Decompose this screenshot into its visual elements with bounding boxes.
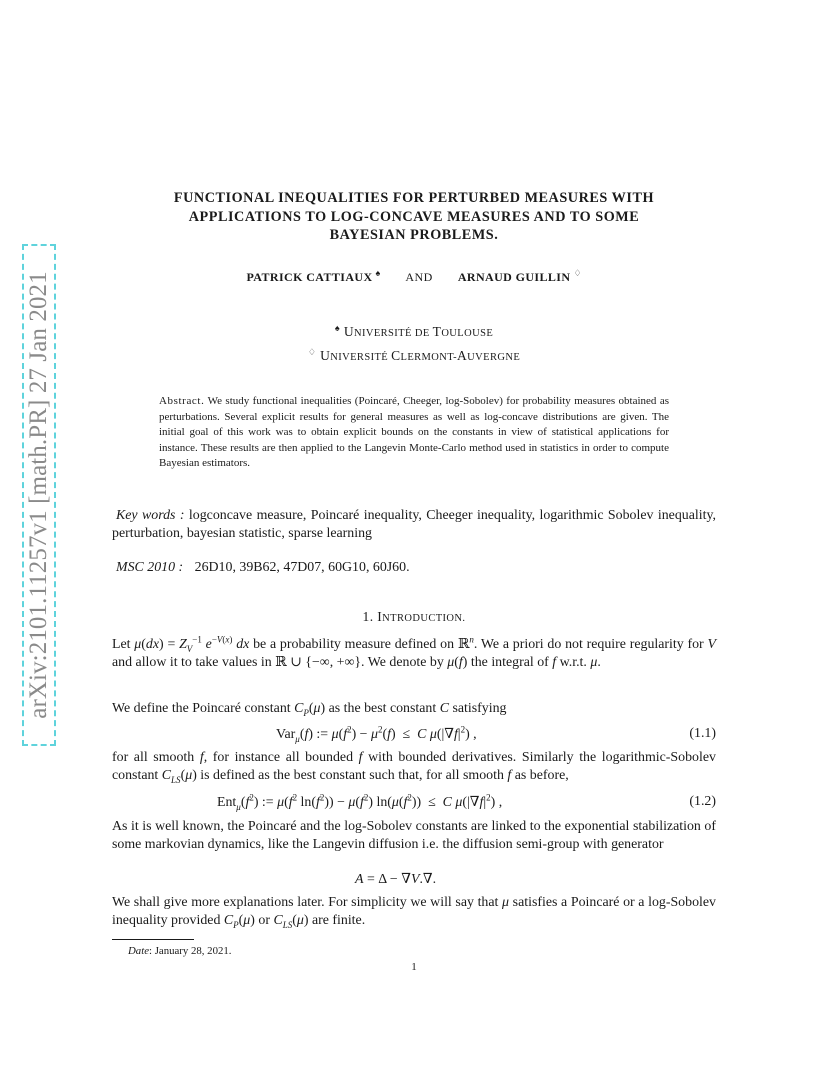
paragraph-3: for all smooth f, for instance all bounded f with bounded derivatives. Similarly the logarithmic-Sobolev constant $C_{LS}(\mu)$ is defined as the best constant such that, for all smooth f as before, (112, 750, 716, 785)
keywords (112, 507, 716, 543)
paragraph-5: We shall give more explanations later. For simplicity we will say that μ satisfies a Poincaré or a log-Sobolev inequality provided $C_P(\mu)$ or $C_{LS}(\mu)$ are finite. (112, 895, 716, 930)
author-2: ARNAUD GUILLIN (457, 270, 571, 284)
title-line-2: APPLICATIONS TO LOG-CONCAVE MEASURES AND TO SOME (188, 208, 640, 225)
footnote-rule (112, 939, 194, 940)
title-line-1: FUNCTIONAL INEQUALITIES FOR PERTURBED MEASURES WITH (173, 190, 655, 206)
page-number: 1 (411, 961, 417, 973)
msc-label: MSC 2010 : (116, 560, 184, 575)
affiliation-1: ♠ UNIVERSITÉ DE TOULOUSE (334, 323, 494, 339)
paragraph-4: As it is well known, the Poincaré and the log-Sobolev constants are linked to the exponential stabilization of some markovian dynamics, like the Langevin diffusion i.e. the diffusion semi-group with generator (112, 819, 716, 852)
spade-mark: ♠ (334, 323, 341, 333)
msc-text: 26D10, 39B62, 47D07, 60G10, 60J60. (194, 560, 410, 575)
spade-mark: ♠ (375, 268, 381, 278)
author-and: AND (405, 270, 433, 284)
diamond-mark: ♢ (573, 268, 582, 278)
abstract-heading: Abstract. (159, 395, 205, 407)
footnote-date (128, 945, 231, 957)
paragraph-2: We define the Poincaré constant $C_P(\mu)$ as the best constant C satisfying (112, 701, 507, 718)
msc-codes (112, 559, 716, 577)
affiliation-2: ♢ UNIVERSITÉ CLERMONT-AUVERGNE (307, 347, 521, 363)
equation-1-1: Var$_\mu$(f) := $\mu(f^2) - \mu^2(f) \le C$ $\mu(|\nabla f|^2)$ , (276, 724, 477, 744)
abstract-text: We study functional inequalities (Poincaré, Cheeger, log-Sobolev) for probability measures obtained as perturbations. Several explicit results for general measures as well as log-concave distributions are given. The initial goal of this work was to obtain explicit bounds on the constants in view of statistical applications for instance. These results are then applied to the Langevin Monte-Carlo method used in statistics in order to compute Bayesian estimators. (159, 395, 669, 470)
diamond-mark: ♢ (307, 347, 317, 357)
arxiv-stamp-text: arXiv:2101.11257v1 [math.PR] 27 Jan 2021 (25, 271, 52, 719)
equation-number-1-2: (1.2) (689, 794, 716, 809)
footnote-label: Date (128, 945, 149, 957)
arxiv-stamp (22, 244, 56, 746)
section-number: 1. (362, 609, 374, 624)
equation-number-1-1: (1.1) (689, 726, 716, 741)
equation-1-2: $Ent_\mu(f^2)$ := $\mu(f^2$ $\ln(f^2)) - \mu(f^2)$ $\ln(\mu(f^2)) \le C$ $\mu(|\nabla f|^2)$ , (217, 792, 503, 812)
keywords-label: Key words : (116, 508, 185, 523)
paper-title (110, 189, 718, 245)
section-heading: 1. INTRODUCTION. (362, 609, 466, 624)
generator-equation: A = Δ − ∇V.∇. (355, 872, 437, 887)
paragraph-1: Let $\mu(dx) = Z_V^{-1}$ $e^{-V(x)}$ dx be a probability measure defined on ℝ$^n$. We a priori do not require regularity for V and allow it to take values in ℝ ∪ {−∞, +∞}. We denote by μ(f) the integral of f w.r.t. μ. (112, 634, 716, 670)
section-title: NTRODUCTION. (382, 613, 466, 624)
keywords-text: logconcave measure, Poincaré inequality, Cheeger inequality, logarithmic Sobolev inequality, perturbation, bayesian statistic, sparse learning (112, 508, 716, 541)
footnote-text: : January 28, 2021. (149, 945, 232, 957)
abstract (159, 394, 669, 472)
authors-line (110, 268, 718, 285)
title-line-3: BAYESIAN PROBLEMS. (329, 227, 499, 243)
author-1: PATRICK CATTIAUX (246, 270, 373, 284)
